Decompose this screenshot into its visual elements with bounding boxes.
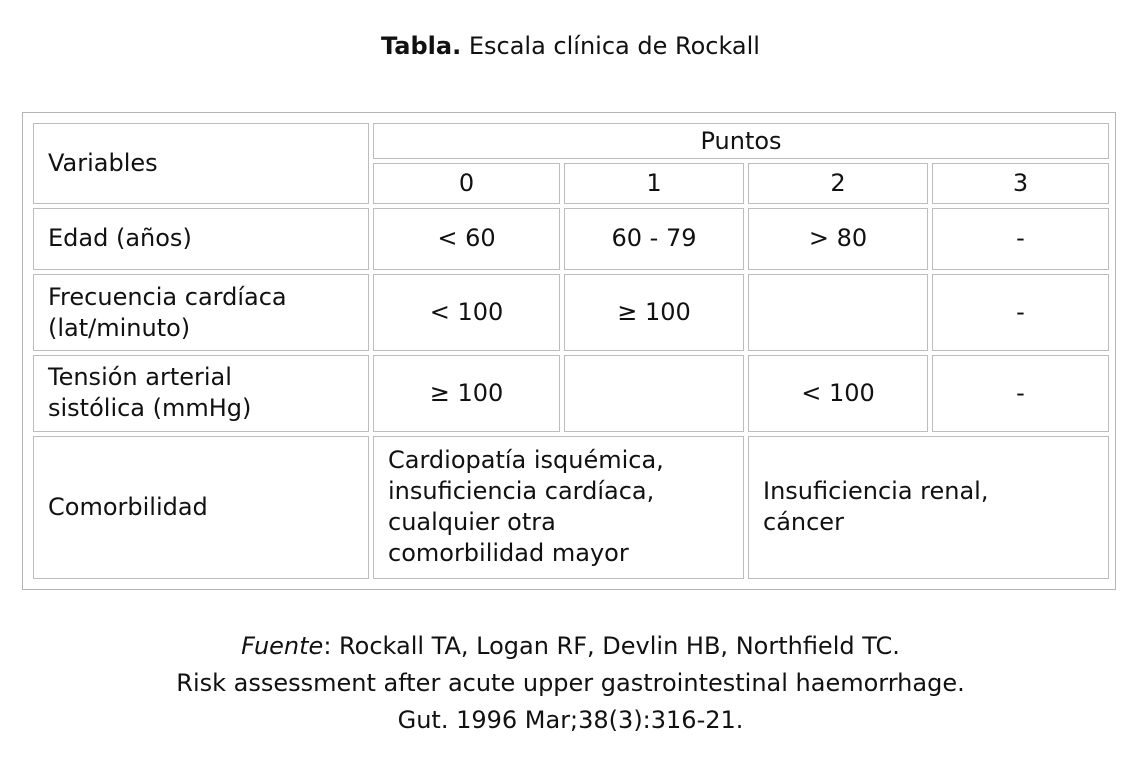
row-edad-p0: < 60 — [373, 208, 560, 271]
row-comorbilidad-p01 — [373, 436, 744, 579]
rockall-table — [29, 119, 1113, 583]
row-edad-p3: - — [932, 208, 1109, 271]
source-authors: : Rockall TA, Logan RF, Devlin HB, Northfield TC. — [323, 632, 900, 660]
row-frecuencia-label-line1: Frecuencia cardíaca — [48, 282, 287, 311]
header-point-1: 1 — [564, 163, 744, 203]
header-point-0: 0 — [373, 163, 560, 203]
row-frecuencia-p2 — [748, 274, 928, 351]
comorbilidad-p01-line3: cualquier otra — [388, 508, 556, 537]
row-tension-label-line2: sistólica (mmHg) — [48, 394, 252, 423]
row-frecuencia-p1: ≥ 100 — [564, 274, 744, 351]
row-comorbilidad-p23 — [748, 436, 1109, 579]
comorbilidad-p23-line2: cáncer — [763, 508, 844, 537]
source-line-3: Gut. 1996 Mar;38(3):316-21. — [397, 706, 744, 734]
caption-title: Escala clínica de Rockall — [461, 32, 760, 60]
source-line-1 — [0, 628, 1141, 665]
row-frecuencia-p3: - — [932, 274, 1109, 351]
source-line-2: Risk assessment after acute upper gastrointestinal haemorrhage. — [176, 669, 965, 697]
row-tension-p1 — [564, 355, 744, 432]
row-frecuencia-p0: < 100 — [373, 274, 560, 351]
header-variables: Variables — [33, 123, 369, 204]
comorbilidad-p01-line1: Cardiopatía isquémica, — [388, 446, 664, 475]
comorbilidad-p01-line2: insuficiencia cardíaca, — [388, 477, 655, 506]
table-row — [33, 355, 1109, 432]
row-tension-label-line1: Tensión arterial — [48, 363, 232, 392]
row-tension-label — [33, 355, 369, 432]
header-point-2: 2 — [748, 163, 928, 203]
row-tension-p0: ≥ 100 — [373, 355, 560, 432]
comorbilidad-p23-line1: Insuficiencia renal, — [763, 477, 989, 506]
row-edad-label: Edad (años) — [33, 208, 369, 271]
caption-prefix: Tabla. — [381, 32, 462, 60]
comorbilidad-p01-line4: comorbilidad mayor — [388, 539, 629, 568]
row-comorbilidad-label: Comorbilidad — [33, 436, 369, 579]
source-citation — [0, 628, 1141, 739]
table-caption — [0, 30, 1141, 62]
source-label: Fuente — [241, 632, 324, 660]
table-row — [33, 436, 1109, 579]
table-row — [33, 208, 1109, 271]
rockall-table-frame — [22, 112, 1116, 590]
row-edad-p1: 60 - 79 — [564, 208, 744, 271]
header-puntos: Puntos — [373, 123, 1109, 159]
row-edad-p2: > 80 — [748, 208, 928, 271]
table-row — [33, 274, 1109, 351]
row-frecuencia-label — [33, 274, 369, 351]
header-point-3: 3 — [932, 163, 1109, 203]
row-frecuencia-label-line2: (lat/minuto) — [48, 313, 191, 342]
row-tension-p2: < 100 — [748, 355, 928, 432]
row-tension-p3: - — [932, 355, 1109, 432]
